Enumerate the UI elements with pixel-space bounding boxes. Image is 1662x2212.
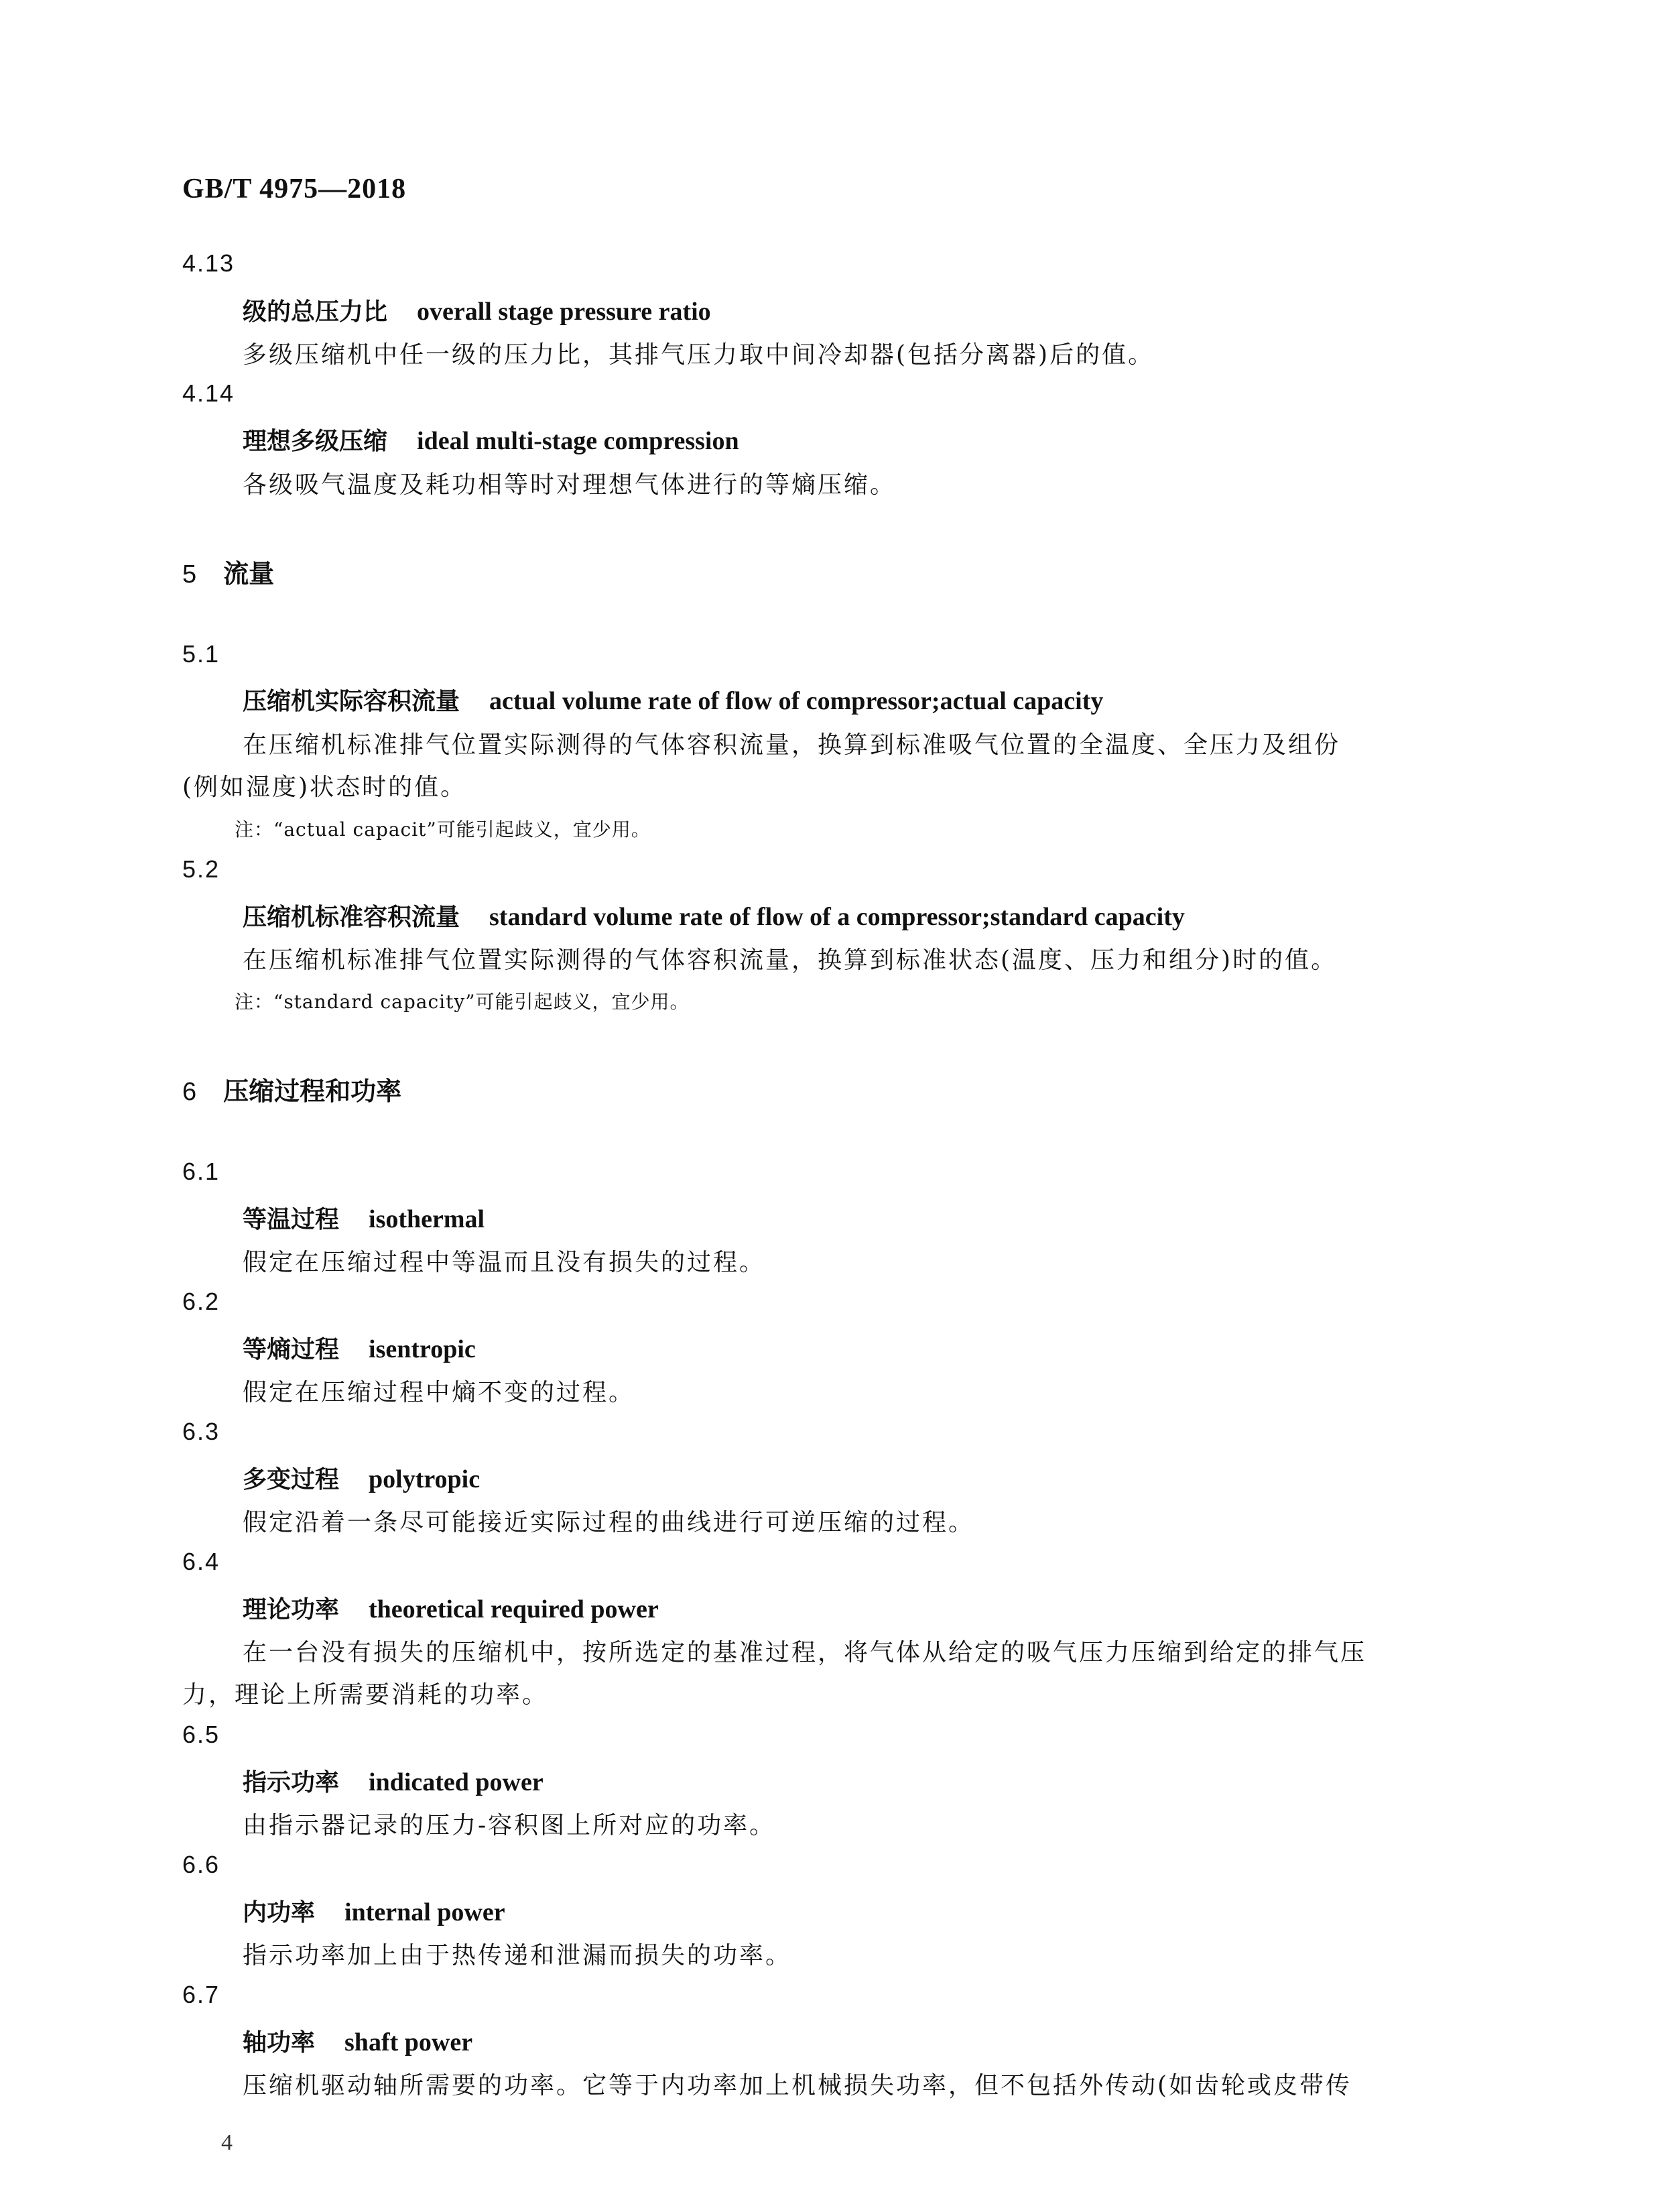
section-title: 流量 [223,559,275,589]
definition-6-2: 假定在压缩过程中熵不变的过程。 [243,1379,635,1406]
clause-number-6-3: 6.3 [182,1418,220,1445]
term-en: overall stage pressure ratio [417,298,711,326]
definition-6-3: 假定沿着一条尽可能接近实际过程的曲线进行可逆压缩的过程。 [243,1509,975,1536]
section-number: 5 [182,560,197,589]
clause-number-4-13: 4.13 [182,249,235,277]
term-cn: 内功率 [243,1899,316,1926]
term-6-5 [243,1764,544,1798]
term-en: isothermal [369,1205,485,1233]
section-heading-5 [182,553,274,590]
term-6-7 [243,2024,472,2058]
definition-5-1-line-1: 在压缩机标准排气位置实际测得的气体容积流量，换算到标准吸气位置的全温度、全压力及组份 [243,731,1341,759]
term-cn: 理想多级压缩 [243,428,388,455]
section-number: 6 [182,1078,197,1106]
term-cn: 理论功率 [243,1596,340,1623]
term-en: isentropic [369,1335,476,1363]
section-heading-6 [182,1070,401,1107]
term-6-4 [243,1591,659,1625]
term-en: theoretical required power [369,1595,659,1623]
term-cn: 轴功率 [243,2029,316,2056]
term-en: polytropic [369,1465,481,1493]
document-number: GB/T 4975—2018 [182,174,407,204]
term-6-2 [243,1331,476,1365]
note-5-2: 注：“standard capacity”可能引起歧义，宜少用。 [235,991,690,1013]
definition-6-4-line-1: 在一台没有损失的压缩机中，按所选定的基准过程，将气体从给定的吸气压力压缩到给定的排气压 [243,1639,1367,1666]
clause-number-6-2: 6.2 [182,1288,220,1315]
clause-number-4-14: 4.14 [182,379,235,407]
term-cn: 压缩机标准容积流量 [243,904,460,931]
definition-6-5: 由指示器记录的压力-容积图上所对应的功率。 [243,1812,776,1839]
definition-5-1-line-2: (例如湿度)状态时的值。 [182,774,467,801]
term-en: indicated power [369,1768,544,1796]
term-cn: 多变过程 [243,1466,340,1493]
term-cn: 等熵过程 [243,1336,340,1363]
definition-5-2: 在压缩机标准排气位置实际测得的气体容积流量，换算到标准状态(温度、压力和组分)时的值。 [243,946,1338,974]
term-en: internal power [344,1898,505,1926]
definition-6-6: 指示功率加上由于热传递和泄漏而损失的功率。 [243,1942,792,1969]
clause-number-5-2: 5.2 [182,855,220,883]
term-cn: 级的总压力比 [243,298,388,326]
term-5-1 [243,682,1103,717]
term-cn: 压缩机实际容积流量 [243,688,460,715]
page-number: 4 [221,2130,233,2155]
note-5-1: 注：“actual capacit”可能引起歧义，宜少用。 [235,818,651,841]
definition-6-1: 假定在压缩过程中等温而且没有损失的过程。 [243,1249,766,1276]
definition-6-4-line-2: 力，理论上所需要消耗的功率。 [182,1681,549,1709]
clause-number-5-1: 5.1 [182,640,220,668]
term-4-14 [243,422,739,456]
section-title: 压缩过程和功率 [223,1077,402,1106]
clause-number-6-6: 6.6 [182,1851,220,1878]
term-en: ideal multi-stage compression [417,427,739,455]
term-6-1 [243,1201,485,1235]
term-cn: 指示功率 [243,1769,340,1796]
term-en: standard volume rate of flow of a compressor;standard capacity [489,903,1185,931]
definition-6-7: 压缩机驱动轴所需要的功率。它等于内功率加上机械损失功率，但不包括外传动(如齿轮或皮带传 [243,2072,1352,2099]
definition-4-14: 各级吸气温度及耗功相等时对理想气体进行的等熵压缩。 [243,471,897,499]
term-5-2 [243,898,1185,932]
clause-number-6-1: 6.1 [182,1158,220,1185]
clause-number-6-5: 6.5 [182,1721,220,1748]
clause-number-6-7: 6.7 [182,1981,220,2008]
definition-4-13: 多级压缩机中任一级的压力比，其排气压力取中间冷却器(包括分离器)后的值。 [243,341,1155,369]
term-en: actual volume rate of flow of compressor;actual capacity [489,687,1104,715]
clause-number-6-4: 6.4 [182,1548,220,1575]
term-6-3 [243,1461,480,1495]
term-cn: 等温过程 [243,1206,340,1233]
term-en: shaft power [344,2028,473,2056]
term-4-13 [243,293,711,327]
term-6-6 [243,1894,505,1928]
